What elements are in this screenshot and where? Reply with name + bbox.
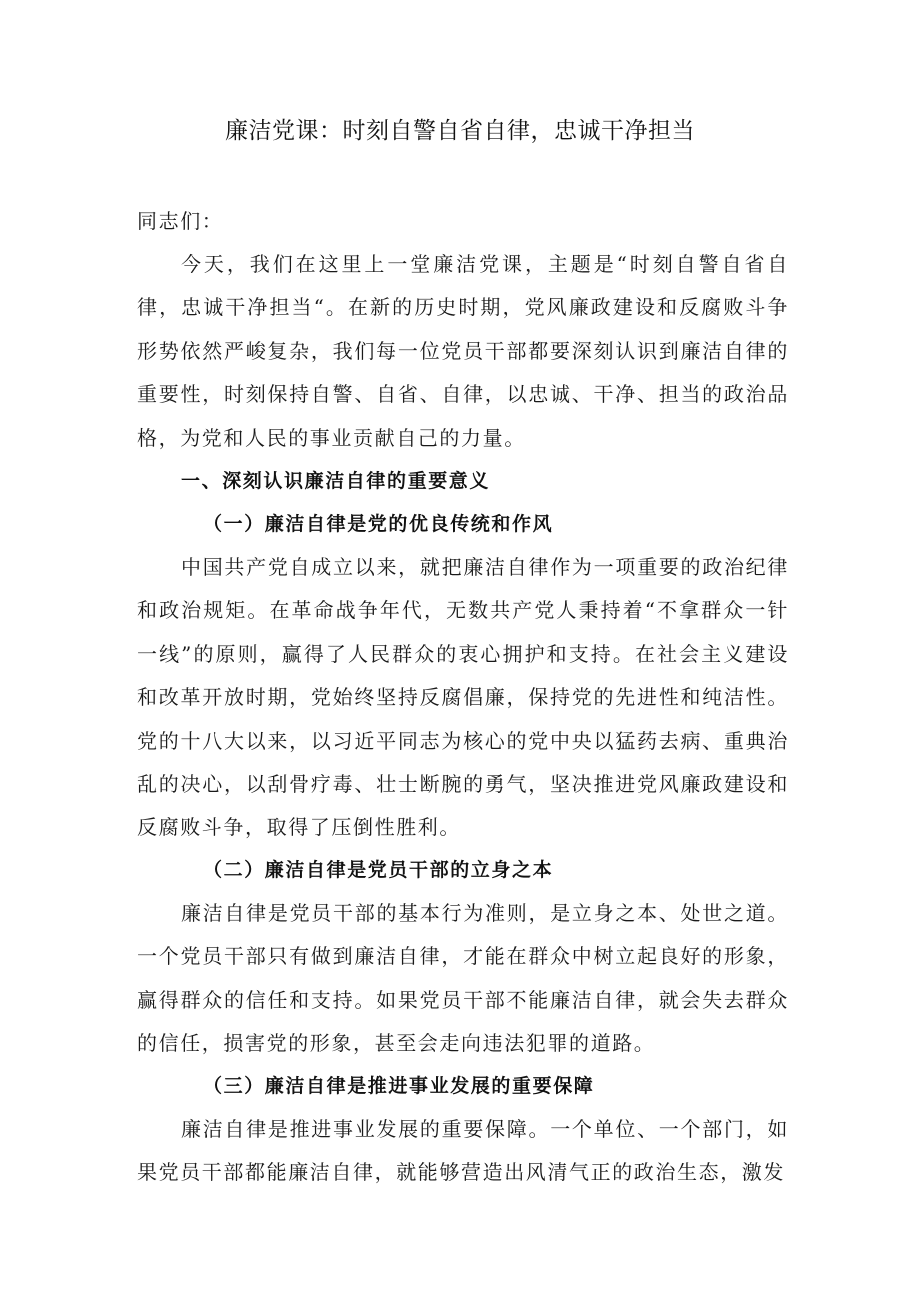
subsection-2-paragraph: 廉洁自律是党员干部的基本行为准则，是立身之本、处世之道。一个党员干部只有做到廉洁自律，才能在群众中树立起良好的形象，赢得群众的信任和支持。如果党员干部不能廉洁自律，就会失去群众的信任，损害党的形象，甚至会走向违法犯罪的道路。: [137, 901, 789, 1056]
greeting: 同志们：: [137, 209, 224, 233]
subsection-3-paragraph: 廉洁自律是推进事业发展的重要保障。一个单位、一个部门，如果党员干部都能廉洁自律，就能够营造出风清气正的政治生态，激发: [137, 1117, 789, 1185]
section-heading-1: 一、深刻认识廉洁自律的重要意义: [181, 470, 491, 492]
subsection-heading-1: （一）廉洁自律是党的优良传统和作风: [203, 513, 554, 535]
subsection-1-paragraph: 中国共产党自成立以来，就把廉洁自律作为一项重要的政治纪律和政治规矩。在革命战争年代，无数共产党人秉持着“不拿群众一针一线”的原则，赢得了人民群众的衷心拥护和支持。在社会主义建设和改革开放时期，党始终坚持反腐倡廉，保持党的先进性和纯洁性。党的十八大以来，以习近平同志为核心的党中央以猛药去病、重典治乱的决心，以刮骨疗毒、壮士断腕的勇气，坚决推进党风廉政建设和反腐败斗争，取得了压倒性胜利。: [137, 555, 789, 840]
intro-paragraph: 今天，我们在这里上一堂廉洁党课，主题是“时刻自警自省自律，忠诚干净担当“。在新的历史时期，党风廉政建设和反腐败斗争形势依然严峻复杂，我们每一位党员干部都要深刻认识到廉洁自律的重要性，时刻保持自警、自省、自律，以忠诚、干净、担当的政治品格，为党和人民的事业贡献自己的力量。: [137, 252, 789, 450]
document-title: 廉洁党课：时刻自警自省自律，忠诚干净担当: [225, 118, 695, 144]
subsection-heading-2: （二）廉洁自律是党员干部的立身之本: [203, 859, 554, 881]
subsection-heading-3: （三）廉洁自律是推进事业发展的重要保障: [203, 1075, 595, 1097]
